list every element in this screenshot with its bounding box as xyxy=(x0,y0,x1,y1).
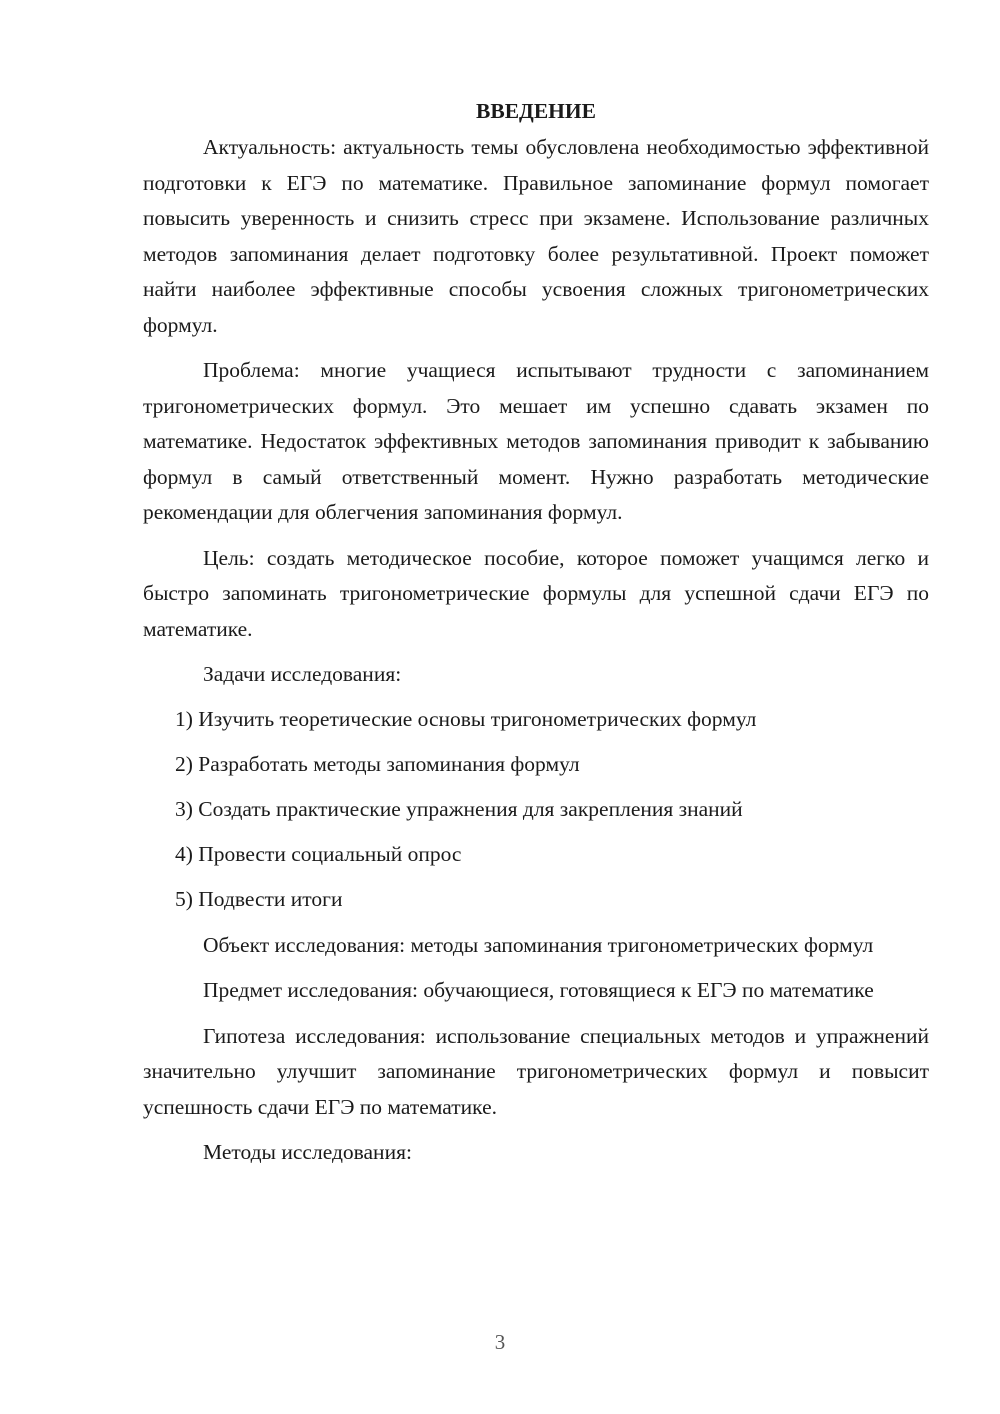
document-body xyxy=(143,92,929,1171)
task-item: 3) Создать практические упражнения для закрепления знаний xyxy=(175,797,743,821)
paragraph-object: Объект исследования: методы запоминания тригонометрических формул xyxy=(203,932,874,957)
page-number: 3 xyxy=(494,1330,506,1354)
paragraph-hypothesis: Гипотеза исследования: использование специальных методов и упражнений значительно улучшит запоминание тригонометрических формул и повысит успешность сдачи ЕГЭ по математике. xyxy=(143,1023,929,1119)
section-title: ВВЕДЕНИЕ xyxy=(476,99,596,123)
paragraph-goal: Цель: создать методическое пособие, которое поможет учащимся легко и быстро запоминать тригонометрические формулы для успешной сдачи ЕГЭ по математике. xyxy=(143,545,929,641)
task-item: 1) Изучить теоретические основы тригонометрических формул xyxy=(175,707,757,731)
paragraph-subject: Предмет исследования: обучающиеся, готовящиеся к ЕГЭ по математике xyxy=(203,978,874,1002)
tasks-heading: Задачи исследования: xyxy=(203,662,402,686)
tasks-list xyxy=(143,702,929,918)
methods-heading: Методы исследования: xyxy=(203,1140,412,1164)
task-item: 4) Провести социальный опрос xyxy=(175,842,462,866)
paragraph-relevance: Актуальность: актуальность темы обусловлена необходимостью эффективной подготовки к ЕГЭ по математике. Правильное запоминание формул помогает повысить уверенность и снизить стресс при экзамене. Использование различных методов запоминания делает подготовку более результативной. Проект поможет найти наиболее эффективные способы усвоения сложных тригонометрических формул. xyxy=(143,135,929,337)
task-item: 5) Подвести итоги xyxy=(175,887,343,911)
paragraph-problem: Проблема: многие учащиеся испытывают трудности с запоминанием тригонометрических формул. Это мешает им успешно сдавать экзамен по математике. Недостаток эффективных методов запоминания приводит к забыванию формул в самый ответственный момент. Нужно разработать методические рекомендации для облегчения запоминания формул. xyxy=(143,358,929,524)
task-item: 2) Разработать методы запоминания формул xyxy=(175,752,580,776)
